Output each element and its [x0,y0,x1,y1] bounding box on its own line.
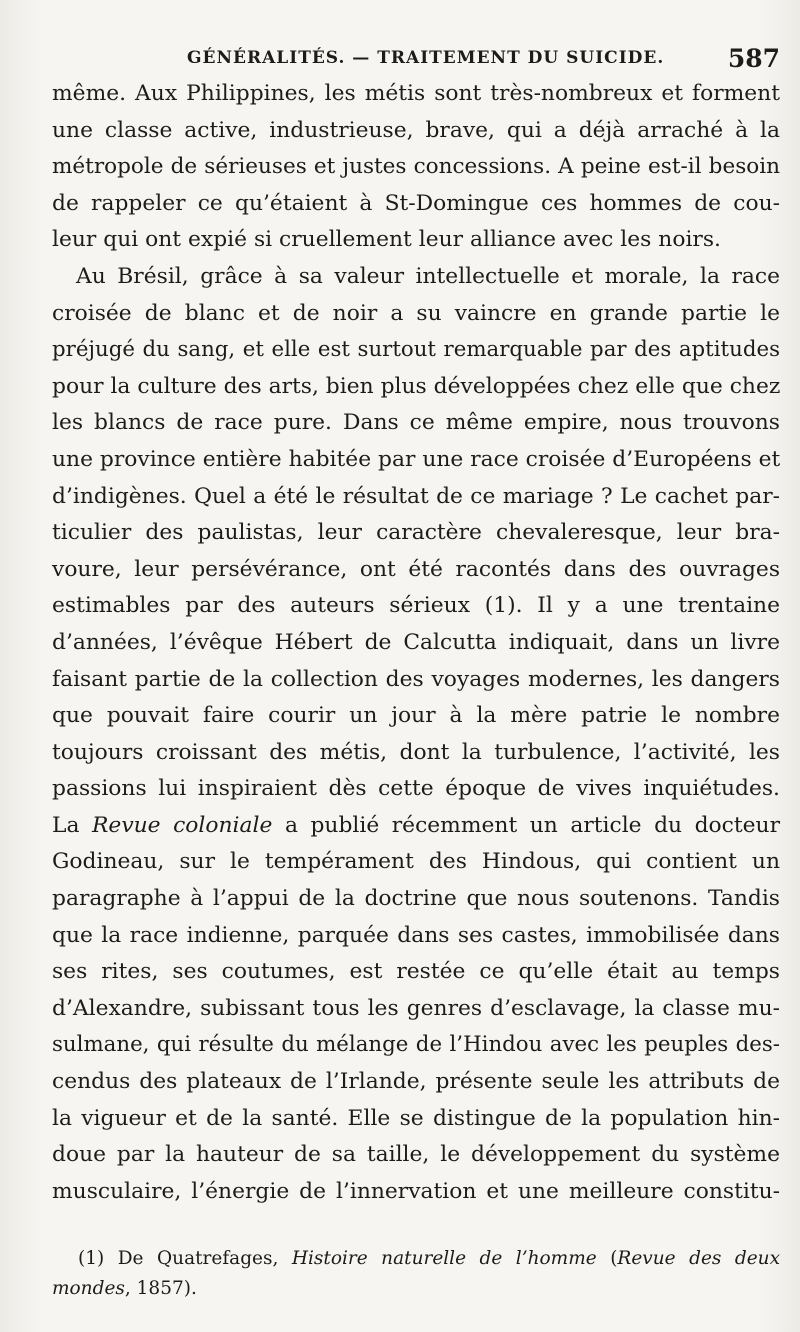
text-line: passions lui inspiraient dès cette époque de vives inquiétudes. [52,776,780,802]
text-line: de rappeler ce qu’étaient à St-Domingue ces hommes de cou- [52,190,780,216]
text-line: d’années, l’évêque Hébert de Calcutta indiquait, dans un livre [52,629,780,655]
text-line: Godineau, sur le tempérament des Hindous, qui contient un [52,849,780,875]
body-text [52,76,780,1210]
footnote-journal: Revue des deux [617,1248,781,1269]
text-line: une classe active, industrieuse, brave, qui a déjà arraché à la [52,117,780,143]
text-line: les blancs de race pure. Dans ce même empire, nous trouvons [52,410,780,436]
page-number: 587 [727,44,780,73]
footnote-author: De Quatrefages, [117,1248,279,1269]
text-line: faisant partie de la collection des voyages modernes, les dangers [52,666,780,692]
text-line: estimables par des auteurs sérieux (1). Il y a une trentaine [52,593,780,619]
text-line: doue par la hauteur de sa taille, le développement du système [52,1142,780,1168]
text-line: d’indigènes. Quel a été le résultat de ce mariage ? Le cachet par- [52,483,780,509]
footnote-line [52,1244,780,1274]
text-line: paragraphe à l’appui de la doctrine que nous soutenons. Tandis [52,886,780,912]
page-header [52,44,780,78]
text-fragment: a publié récemment un article du docteur [284,812,780,838]
text-line: sulmane, qui résulte du mélange de l’Hindou avec les peuples des- [52,1032,780,1058]
text-line: d’Alexandre, subissant tous les genres d’esclavage, la classe mu- [52,995,780,1021]
text-line [52,808,780,845]
text-line: une province entière habitée par une race croisée d’Européens et [52,446,781,472]
text-line: que pouvait faire courir un jour à la mère patrie le nombre [52,703,780,729]
footnote-journal-end: mondes [52,1278,125,1299]
text-line: leur qui ont expié si cruellement leur alliance avec les noirs. [52,227,721,253]
text-line: même. Aux Philippines, les métis sont très-nombreux et forment [52,81,780,106]
footnote-marker: (1) [78,1248,105,1269]
text-line: ses rites, ses coutumes, est restée ce qu’elle était au temps [52,959,780,985]
text-line: toujours croissant des métis, dont la turbulence, l’activité, les [52,739,780,765]
running-title: GÉNÉRALITÉS. — TRAITEMENT DU SUICIDE. [187,48,665,68]
text-line: la vigueur et de la santé. Elle se distingue de la population hin- [52,1105,780,1131]
text-line: voure, leur persévérance, ont été racontés dans des ouvrages [52,556,780,582]
footnote [52,1244,780,1304]
footnote-tail: , 1857). [124,1278,197,1299]
text-line: préjugé du sang, et elle est surtout remarquable par des aptitudes [52,337,780,363]
text-line: musculaire, l’énergie de l’innervation et une meilleure constitu- [52,1178,780,1204]
text-line: que la race indienne, parquée dans ses castes, immobilisée dans [52,922,780,948]
footnote-line [52,1274,780,1304]
footnote-paren: ( [610,1248,618,1269]
text-fragment: La [52,812,80,838]
text-line: ticulier des paulistas, leur caractère chevaleresque, leur bra- [52,520,780,546]
text-line: pour la culture des arts, bien plus développées chez elle que chez [52,373,781,399]
text-line: Au Brésil, grâce à sa valeur intellectuelle et morale, la race [76,263,780,289]
text-line: métropole de sérieuses et justes concessions. A peine est-il besoin [52,154,780,180]
footnote-work: Histoire naturelle de l’homme [291,1248,597,1269]
journal-title: Revue coloniale [92,812,273,838]
text-line: cendus des plateaux de l’Irlande, présente seule les attributs de [52,1069,780,1095]
text-line: croisée de blanc et de noir a su vaincre en grande partie le [52,300,780,326]
